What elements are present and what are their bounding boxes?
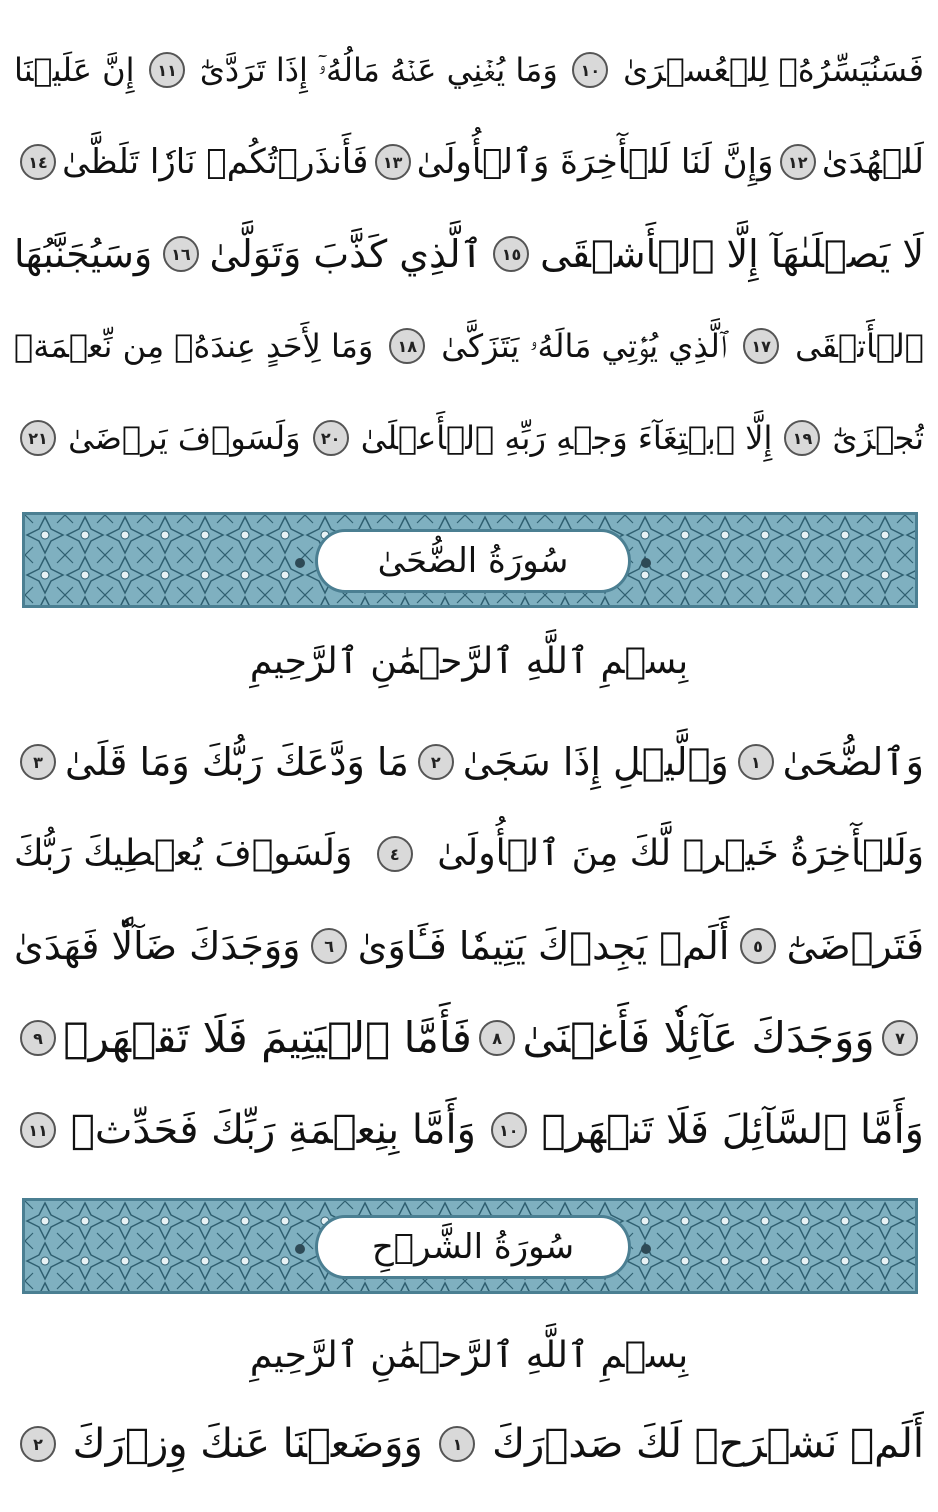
ayah-marker: ٨ <box>479 1020 515 1056</box>
ayah-marker: ١٢ <box>780 144 816 180</box>
verse-text: وَمَا لِأَحَدٍ عِندَهُۥ مِن نِّعۡمَةٖ <box>14 327 374 365</box>
verse-text: وَإِنَّ لَنَا لَلۡأٓخِرَةَ وَٱلۡأُولَىٰ <box>416 142 774 182</box>
ayah-marker: ١ <box>439 1426 475 1462</box>
ayah-marker: ٤ <box>377 836 413 872</box>
surah-header-banner <box>22 512 918 608</box>
surah-title: سُورَةُ الضُّحَىٰ <box>377 541 569 581</box>
verse-text: لَا يَصۡلَىٰهَآ إِلَّا ٱلۡأَشۡقَى <box>540 232 924 276</box>
ayah-marker: ١٠ <box>491 1112 527 1148</box>
verse-text: وَٱلَّيۡلِ إِذَا سَجَىٰ <box>462 740 729 784</box>
verse-text: فَأَنذَرۡتُكُمۡ نَارٗا تَلَظَّىٰ <box>62 142 369 182</box>
verse-line <box>14 28 924 112</box>
ayah-marker: ٦ <box>311 928 347 964</box>
verse-line <box>14 304 924 388</box>
ayah-marker: ١ <box>738 744 774 780</box>
ayah-marker: ٢١ <box>20 420 56 456</box>
ayah-marker: ١٣ <box>375 144 411 180</box>
verse-text: أَلَمۡ يَجِدۡكَ يَتِيمٗا فَـَٔاوَىٰ <box>357 924 730 968</box>
verse-line <box>14 720 924 804</box>
ornament-dot <box>641 1244 651 1254</box>
basmala-text: بِسۡمِ ٱللَّهِ ٱلرَّحۡمَٰنِ ٱلرَّحِيمِ <box>249 1334 689 1376</box>
ayah-marker: ١٧ <box>743 328 779 364</box>
ayah-marker: ٧ <box>882 1020 918 1056</box>
basmala-text: بِسۡمِ ٱللَّهِ ٱلرَّحۡمَٰنِ ٱلرَّحِيمِ <box>249 640 689 682</box>
ornament-dot <box>295 1244 305 1254</box>
verse-line <box>14 212 924 296</box>
verse-line <box>14 1402 924 1486</box>
surah-title: سُورَةُ الشَّرۡحِ <box>371 1227 575 1267</box>
verse-text: وَلَلۡأٓخِرَةُ خَيۡرٞ لَّكَ مِنَ ٱلۡأُولَىٰ <box>437 833 924 874</box>
ayah-marker: ٢ <box>20 1426 56 1462</box>
verse-text: إِلَّا ٱبۡتِغَآءَ وَجۡهِ رَبِّهِ ٱلۡأَعۡلَىٰ <box>360 419 773 457</box>
verse-text: وَأَمَّا ٱلسَّآئِلَ فَلَا تَنۡهَرۡ <box>541 1107 924 1153</box>
ayah-marker: ١٠ <box>572 52 608 88</box>
verse-line <box>14 812 924 896</box>
verse-text: وَوَجَدَكَ ضَآلّٗا فَهَدَىٰ <box>14 924 301 968</box>
verse-text: لَلۡهُدَىٰ <box>821 142 924 182</box>
verse-text: ٱلَّذِي كَذَّبَ وَتَوَلَّىٰ <box>209 232 483 276</box>
verse-line <box>14 120 924 204</box>
ornament-dot <box>641 558 651 568</box>
verse-text: أَلَمۡ نَشۡرَحۡ لَكَ صَدۡرَكَ <box>492 1421 924 1467</box>
verse-text: وَلَسَوۡفَ يُعۡطِيكَ رَبُّكَ <box>14 833 353 874</box>
verse-text: ٱلۡأَتۡقَى <box>795 327 924 365</box>
verse-text: ٱلَّذِي يُؤۡتِي مَالَهُۥ يَتَزَكَّىٰ <box>441 327 728 365</box>
ayah-marker: ٣ <box>20 744 56 780</box>
surah-title-plate <box>315 529 631 593</box>
verse-text: وَلَسَوۡفَ يَرۡضَىٰ <box>68 419 301 457</box>
ayah-marker: ٩ <box>20 1020 56 1056</box>
verse-text: وَوَضَعۡنَا عَنكَ وِزۡرَكَ <box>72 1421 423 1467</box>
verse-text: وَٱلضُّحَىٰ <box>782 740 924 784</box>
ayah-marker: ١٤ <box>20 144 56 180</box>
verse-text: مَا وَدَّعَكَ رَبُّكَ وَمَا قَلَىٰ <box>64 740 409 784</box>
verse-line <box>14 904 924 988</box>
verse-line <box>14 396 924 480</box>
verse-text: فَتَرۡضَىٰٓ <box>786 924 924 968</box>
ayah-marker: ٥ <box>740 928 776 964</box>
verse-line <box>14 996 924 1080</box>
ayah-marker: ١١ <box>20 1112 56 1148</box>
ayah-marker: ٢ <box>418 744 454 780</box>
basmala <box>0 626 938 696</box>
verse-text: فَأَمَّا ٱلۡيَتِيمَ فَلَا تَقۡهَرۡ <box>63 1013 472 1062</box>
ayah-marker: ٢٠ <box>313 420 349 456</box>
verse-line <box>14 1088 924 1172</box>
ornament-dot <box>295 558 305 568</box>
ayah-marker: ١٥ <box>493 236 529 272</box>
verse-text: فَسَنُيَسِّرُهُۥ لِلۡعُسۡرَىٰ <box>623 51 924 89</box>
ayah-marker: ١٩ <box>784 420 820 456</box>
verse-text: وَسَيُجَنَّبُهَا <box>14 232 153 276</box>
verse-text: وَأَمَّا بِنِعۡمَةِ رَبِّكَ فَحَدِّثۡ <box>70 1107 476 1153</box>
verse-text: وَوَجَدَكَ عَآئِلٗا فَأَغۡنَىٰ <box>522 1013 875 1062</box>
surah-header-banner <box>22 1198 918 1294</box>
ayah-marker: ١٨ <box>389 328 425 364</box>
ayah-marker: ١٦ <box>163 236 199 272</box>
surah-title-plate <box>315 1215 631 1279</box>
basmala <box>0 1320 938 1390</box>
ayah-marker: ١١ <box>149 52 185 88</box>
verse-text: إِنَّ عَلَيۡنَا <box>14 51 135 89</box>
verse-text: وَمَا يُغۡنِي عَنۡهُ مَالُهُۥٓ إِذَا تَرَدَّىٰٓ <box>199 51 558 89</box>
verse-text: تُجۡزَىٰٓ <box>832 419 924 457</box>
